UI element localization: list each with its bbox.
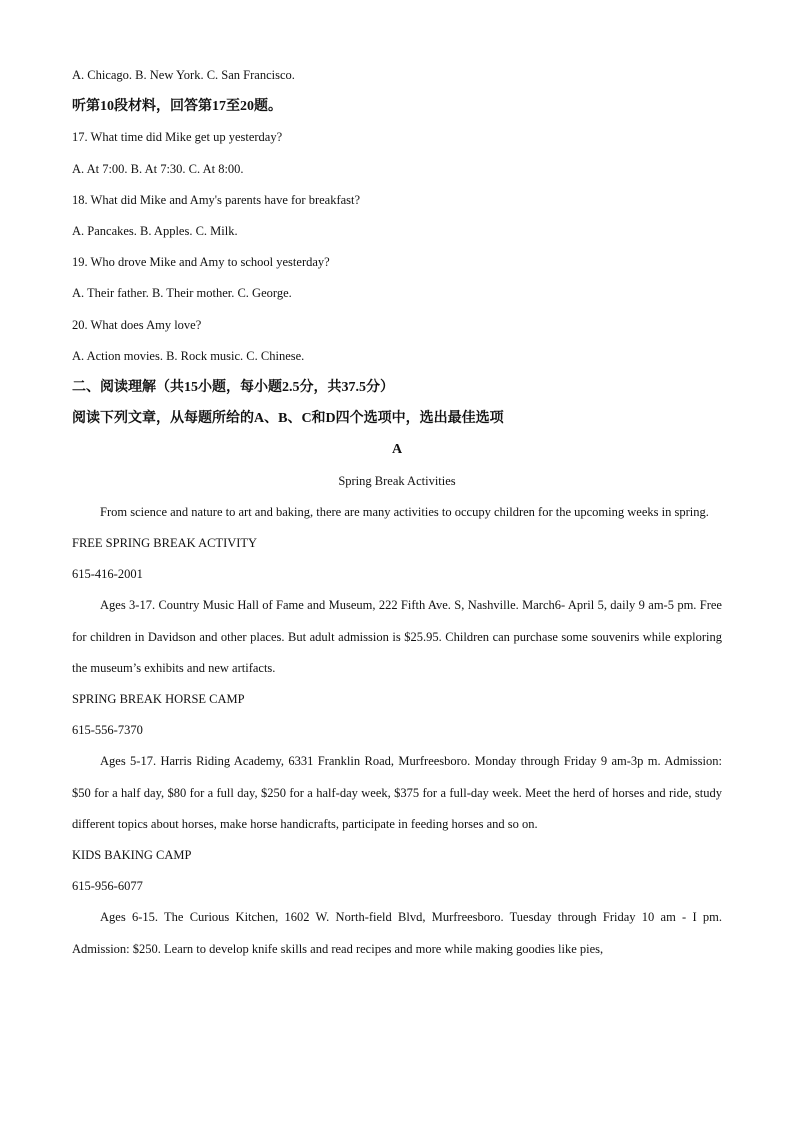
q17-question: 17. What time did Mike get up yesterday?	[72, 130, 283, 145]
passage-letter: A	[391, 442, 403, 458]
activity-1-title: FREE SPRING BREAK ACTIVITY	[72, 536, 258, 551]
q20-question: 20. What does Amy love?	[72, 317, 202, 332]
passage-intro-paragraph: From science and nature to art and baking, there are many activities to occupy children for the upcoming weeks in spring.	[100, 504, 709, 519]
reading-section-instruction: 阅读下列文章，从每题所给的A、B、C和D四个选项中，选出最佳选项	[72, 411, 504, 427]
q19-question: 19. Who drove Mike and Amy to school yesterday?	[72, 255, 330, 270]
activity-3-paragraph: Ages 6-15. The Curious Kitchen, 1602 W. North-field Blvd, Murfreesboro. Tuesday through Friday 10 am - I pm. Admission: $250. Learn to develop knife skills and read recipes and more while making goodies like pies,	[72, 910, 722, 956]
q20-options: A. Action movies. B. Rock music. C. Chinese.	[72, 348, 305, 363]
activity-1-paragraph: Ages 3-17. Country Music Hall of Fame and Museum, 222 Fifth Ave. S, Nashville. March6- April 5, daily 9 am-5 pm. Free for children in Davidson and other places. But adult admission is $25.95. Children can purchase some souvenirs while exploring the museum’s exhibits and new artifacts.	[72, 598, 722, 675]
reading-section-title: 二、阅读理解（共15小题，每小题2.5分，共37.5分）	[72, 380, 394, 396]
document-page	[72, 60, 722, 965]
q18-options: A. Pancakes. B. Apples. C. Milk.	[72, 224, 238, 239]
activity-1-phone: 615-416-2001	[72, 567, 143, 582]
q19-options: A. Their father. B. Their mother. C. George.	[72, 286, 292, 301]
q18-question: 18. What did Mike and Amy's parents have for breakfast?	[72, 192, 361, 207]
activity-3-title: KIDS BAKING CAMP	[72, 848, 192, 863]
activity-2-title: SPRING BREAK HORSE CAMP	[72, 692, 245, 707]
activity-2-phone: 615-556-7370	[72, 723, 143, 738]
q16-options: A. Chicago. B. New York. C. San Francisco.	[72, 68, 295, 82]
activity-3-phone: 615-956-6077	[72, 879, 143, 894]
activity-2-paragraph: Ages 5-17. Harris Riding Academy, 6331 Franklin Road, Murfreesboro. Monday through Friday 9 am-3p m. Admission: $50 for a half day, $80 for a full day, $250 for a half-day week, $375 for a full-day week. Meet the herd of horses and ride, study different topics about horses, make horse handicrafts, participate in feeding horses and so on.	[72, 754, 722, 831]
q17-options: A. At 7:00. B. At 7:30. C. At 8:00.	[72, 161, 244, 176]
listening-section-instruction: 听第10段材料，回答第17至20题。	[72, 99, 282, 115]
passage-title: Spring Break Activities	[338, 473, 456, 488]
